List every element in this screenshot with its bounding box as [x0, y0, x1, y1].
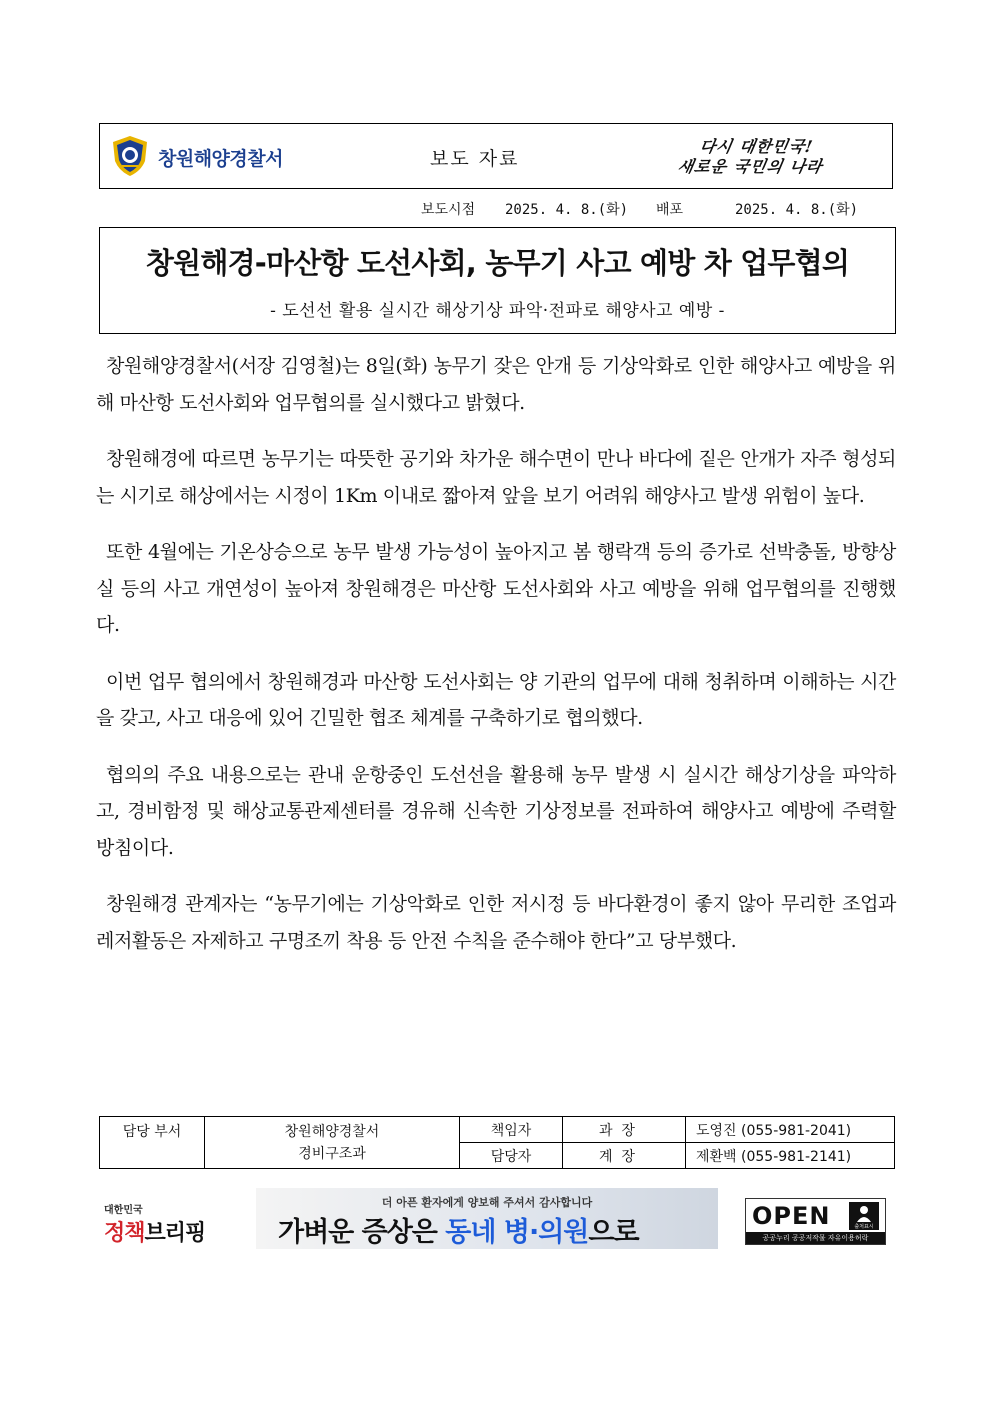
distribution-value: 2025. 4. 8.(화) — [735, 202, 859, 218]
title-box — [99, 227, 896, 334]
banner-main-c: 으로 — [588, 1217, 639, 1248]
subheadline: - 도선선 활용 실시간 해상기상 파악·전파로 해양사고 예방 - — [270, 301, 725, 321]
release-time-value: 2025. 4. 8.(화) — [505, 202, 629, 218]
contact-person: 제환백 (055-981-2141) — [686, 1143, 895, 1169]
contact-position: 계 장 — [563, 1143, 686, 1169]
table-row — [100, 1117, 895, 1143]
coast-guard-emblem-icon — [110, 135, 150, 177]
paragraph: 창원해경 관계자는 “농무기에는 기상악화로 인한 저시정 등 바다환경이 좋지 않아 무리한 조업과 레저활동은 자제하고 구명조끼 착용 등 안전 수칙을 준수해야 한다”고 당부했다. — [96, 893, 896, 952]
paragraph: 이번 업무 협의에서 창원해경과 마산항 도선사회는 양 기관의 업무에 대해 청취하며 이해하는 시간을 갖고, 사고 대응에 있어 긴밀한 협조 체계를 구축하기로 협의했다. — [96, 670, 896, 729]
banner-top-text: 더 아픈 환자에게 양보해 주셔서 감사합니다 — [381, 1196, 593, 1209]
slogan-line-1: 다시 대한민국! — [698, 137, 815, 156]
open-caption: 공공누리 공공저작물 자유이용허락 — [746, 1232, 885, 1244]
document-type: 보도 자료 — [430, 148, 520, 170]
paragraph: 또한 4월에는 기온상승으로 농무 발생 가능성이 높아지고 봄 행락객 등의 증가로 선박충돌, 방향상실 등의 사고 개연성이 높아져 창원해경은 마산항 도선사회와 사고 예방을 위해 업무협의를 진행했다. — [96, 541, 896, 636]
release-date-line — [0, 199, 992, 219]
distribution-label: 배포 — [656, 202, 684, 218]
footer — [0, 1186, 992, 1256]
paragraph: 창원해양경찰서(서장 김영철)는 8일(화) 농무기 잦은 안개 등 기상악화로 인한 해양사고 예방을 위해 마산항 도선사회와 업무협의를 실시했다고 밝혔다. — [96, 355, 896, 414]
brief-red-text: 정책 — [104, 1221, 145, 1246]
agency-name: 창원해양경찰서 — [158, 148, 283, 170]
banner-main-b: 동네 병·의원 — [445, 1217, 589, 1248]
banner-main-a: 가벼운 증상은 — [278, 1217, 446, 1248]
contact-table — [99, 1116, 895, 1169]
contact-role: 책임자 — [460, 1117, 563, 1143]
dept-line-1: 창원해양경찰서 — [284, 1123, 380, 1140]
contact-person: 도영진 (055-981-2041) — [686, 1117, 895, 1143]
open-badge-text: 출처표시 — [854, 1224, 874, 1230]
paragraph: 창원해경에 따르면 농무기는 따뜻한 공기와 차가운 해수면이 만나 바다에 짙은 안개가 자주 형성되는 시기로 해상에서는 시정이 1Km 이내로 짧아져 앞을 보기 어려워 해양사고 발생 위험이 높다. — [96, 448, 896, 507]
campaign-banner — [256, 1188, 718, 1249]
person-icon — [849, 1202, 879, 1230]
open-word: OPEN — [752, 1202, 831, 1230]
dept-value — [205, 1117, 460, 1169]
contact-position: 과 장 — [563, 1117, 686, 1143]
press-header — [99, 123, 893, 189]
policy-briefing-logo — [104, 1201, 205, 1247]
dept-label: 담당 부서 — [100, 1117, 205, 1169]
paragraph: 협의의 주요 내용으로는 관내 운항중인 도선선을 활용해 농무 발생 시 실시간 해상기상을 파악하고, 경비함정 및 해상교통관제센터를 경유해 신속한 기상정보를 전파하여 해양사고 예방에 주력할 방침이다. — [96, 763, 896, 859]
brief-small-text: 대한민국 — [104, 1205, 143, 1216]
kogl-open-mark — [745, 1198, 886, 1245]
release-time-label: 보도시점 — [421, 202, 476, 218]
attribution-person-icon — [849, 1202, 879, 1230]
slogan-line-2: 새로운 국민의 나라 — [676, 157, 825, 176]
dept-line-2: 경비구조과 — [298, 1145, 366, 1162]
headline: 창원해경-마산항 도선사회, 농무기 사고 예방 차 업무협의 — [145, 246, 850, 280]
brief-black-text: 브리핑 — [144, 1221, 206, 1246]
article-body — [96, 348, 896, 979]
contact-role: 담당자 — [460, 1143, 563, 1169]
